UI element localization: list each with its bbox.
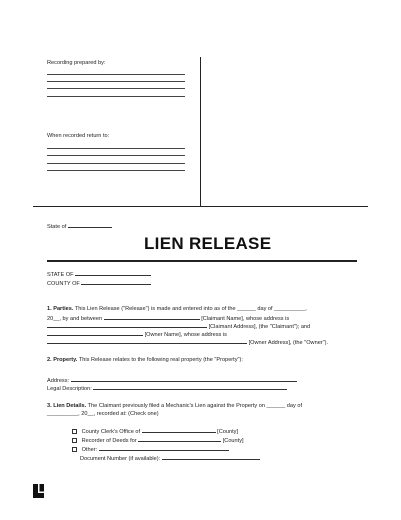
parties-text-5: [Owner Address], (the "Owner").	[248, 340, 329, 346]
legal-description-label: Legal Description:	[47, 386, 92, 392]
recording-divider-horizontal	[33, 206, 368, 207]
lien-details-line-2	[47, 411, 159, 418]
owner-name-field[interactable]	[47, 330, 143, 336]
prepared-by-line-2[interactable]	[47, 81, 185, 82]
document-title: LIEN RELEASE	[144, 234, 272, 253]
option-label: Recorder of Deeds for	[81, 438, 137, 444]
legal-description-field[interactable]	[93, 384, 287, 390]
property-line	[47, 357, 243, 364]
option-recorder-of-deeds	[72, 436, 244, 445]
lien-details-text-1: The Claimant previously filed a Mechanic's Lien against the Property on ______ day of	[87, 403, 303, 409]
option-suffix: [County]	[222, 438, 244, 444]
other-checkbox[interactable]	[72, 447, 77, 452]
address-label: Address:	[47, 378, 70, 384]
legal-description-row	[47, 384, 287, 393]
state-row	[47, 270, 151, 279]
option-other	[72, 445, 229, 454]
property-text: This Release relates to the following real property (the "Property"):	[78, 357, 243, 363]
claimant-name-field[interactable]	[104, 314, 200, 320]
return-to-line-4[interactable]	[47, 170, 185, 171]
parties-heading: 1. Parties.	[47, 306, 74, 312]
county-clerk-checkbox[interactable]	[72, 429, 77, 434]
recorder-of-deeds-field[interactable]	[138, 436, 221, 442]
other-field[interactable]	[99, 445, 229, 451]
document-number-field[interactable]	[162, 454, 260, 460]
option-county-clerk	[72, 427, 238, 436]
parties-text-4: [Owner Name], whose address is	[144, 332, 227, 338]
return-to-label: When recorded return to:	[47, 133, 110, 139]
prepared-by-label: Recording prepared by:	[47, 60, 106, 66]
document-number-row	[80, 454, 260, 463]
owner-address-field[interactable]	[47, 338, 247, 344]
prepared-by-line-1[interactable]	[47, 74, 185, 75]
title-rule	[47, 260, 357, 262]
prepared-by-line-3[interactable]	[47, 88, 185, 89]
lien-details-line-1	[47, 403, 302, 410]
parties-text-2a: 20__, by and between	[47, 316, 103, 322]
option-suffix: [County]	[217, 429, 239, 435]
lien-details-text-2: __________, 20__, recorded at: (Check one)	[47, 411, 159, 417]
prepared-by-line-4[interactable]	[47, 96, 185, 97]
parties-line-1	[47, 306, 307, 313]
document-number-label: Document Number (if available):	[80, 456, 161, 462]
state-field[interactable]	[75, 270, 151, 276]
county-label: COUNTY OF	[47, 281, 80, 287]
state-of-top	[47, 222, 112, 231]
county-clerk-field[interactable]	[142, 427, 216, 433]
parties-text-1: This Lien Release ("Release") is made and entered into as of the ______ day of __________,	[74, 306, 307, 312]
county-row	[47, 279, 151, 288]
parties-line-5	[47, 338, 328, 347]
state-of-top-label: State of	[47, 224, 67, 230]
parties-text-3: [Claimant Address], (the "Claimant"); and	[208, 324, 311, 330]
legal-templates-logo-icon	[33, 484, 45, 498]
lien-details-heading: 3. Lien Details.	[47, 403, 87, 409]
return-to-line-3[interactable]	[47, 163, 185, 164]
state-label: STATE OF	[47, 272, 74, 278]
county-field[interactable]	[81, 279, 151, 285]
option-label: Other:	[81, 447, 98, 453]
parties-text-2b: [Claimant Name], whose address is	[201, 316, 290, 322]
address-field[interactable]	[71, 376, 297, 382]
return-to-line-2[interactable]	[47, 155, 185, 156]
property-heading: 2. Property.	[47, 357, 78, 363]
option-label: County Clerk's Office of	[81, 429, 141, 435]
recorder-of-deeds-checkbox[interactable]	[72, 438, 77, 443]
claimant-address-field[interactable]	[47, 322, 207, 328]
recording-divider-vertical	[200, 57, 201, 207]
state-of-top-field[interactable]	[68, 222, 112, 228]
return-to-line-1[interactable]	[47, 148, 185, 149]
